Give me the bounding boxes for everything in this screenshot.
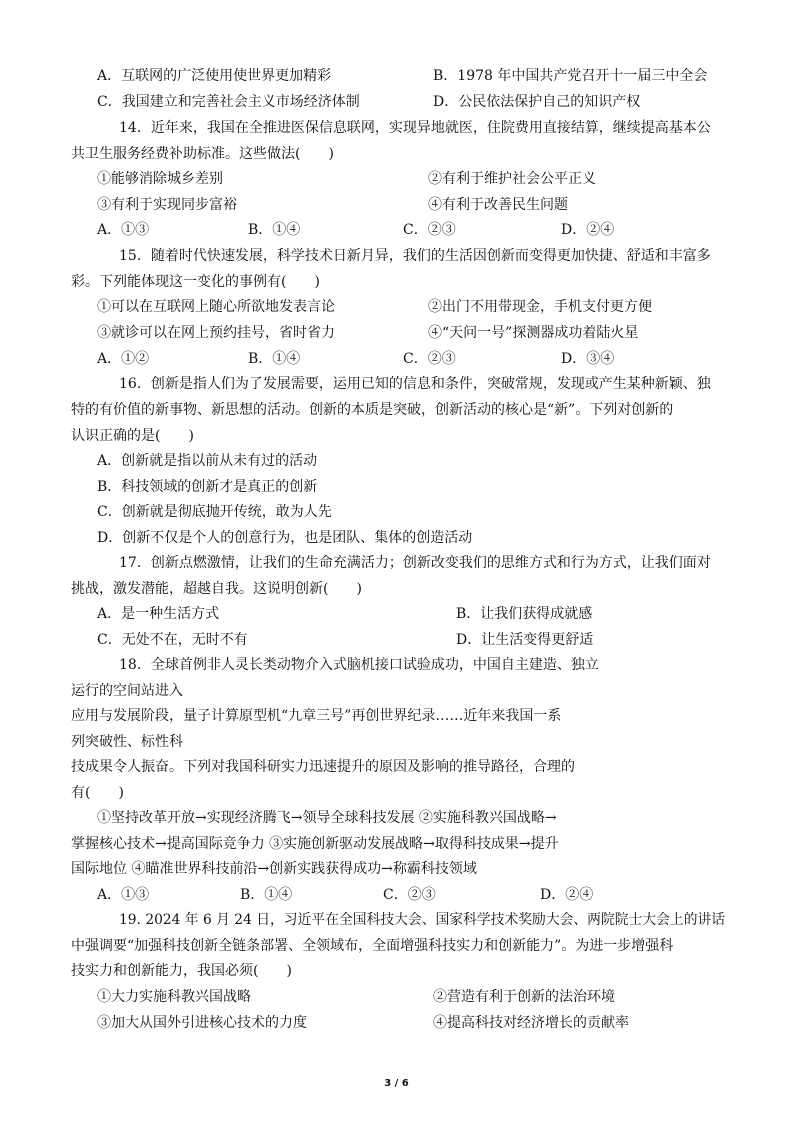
q19-item-1: ①大力实施科教兴国战略 <box>97 989 251 1005</box>
q16-option-d: D．创新不仅是个人的创意行为，也是团队、集体的创造活动 <box>97 530 473 546</box>
q19-item-3: ③加大从国外引进核心技术的力度 <box>97 1015 307 1031</box>
q18-option-c: C．②③ <box>383 887 436 903</box>
q13-option-a: A．互联网的广泛使用使世界更加精彩 <box>97 68 332 84</box>
q16-stem-line-1: 16．创新是指人们为了发展需要，运用已知的信息和条件，突破常规，发现或产生某种新颖、独 <box>119 376 711 392</box>
q19-item-4: ④提高科技对经济增长的贡献率 <box>433 1015 629 1031</box>
q15-option-d: D．③④ <box>561 351 615 367</box>
q19-stem-line-3: 技实力和创新能力，我国必须( ) <box>71 963 292 979</box>
q17-option-b: B．让我们获得成就感 <box>456 606 593 622</box>
q15-item-2: ②出门不用带现金，手机支付更方便 <box>428 299 652 315</box>
q16-option-b: B．科技领域的创新才是真正的创新 <box>97 479 318 495</box>
q17-stem-line-1: 17．创新点燃激情，让我们的生命充满活力；创新改变我们的思维方式和行为方式，让我们面对 <box>119 555 711 571</box>
q14-option-c: C．②③ <box>403 222 456 238</box>
q17-option-d: D．让生活变得更舒适 <box>456 632 594 648</box>
q18-stem-line-6: 有( ) <box>71 785 124 801</box>
q17-option-a: A．是一种生活方式 <box>97 606 220 622</box>
q18-stem-line-5: 技成果令人振奋。下列对我国科研实力迅速提升的原因及影响的推导路径，合理的 <box>71 759 575 775</box>
q14-option-d: D．②④ <box>561 222 615 238</box>
q15-option-a: A．①② <box>97 351 150 367</box>
q15-stem-line-2: 彩。下列能体现这一变化的事例有( ) <box>71 274 320 290</box>
q18-stem-line-3: 应用与发展阶段，量子计算原型机“九章三号”再创世界纪录……近年来我国一系 <box>71 708 562 724</box>
q18-path-line-2: 掌握核心技术→提高国际竞争力 ③实施创新驱动发展战略→取得科技成果→提升 <box>71 836 559 852</box>
q16-stem-line-3: 认识正确的是( ) <box>71 428 194 444</box>
q13-option-b: B．1978 年中国共产党召开十一届三中全会 <box>433 68 708 84</box>
page-number: 3 / 6 <box>384 1078 409 1089</box>
q13-option-d: D．公民依法保护自己的知识产权 <box>433 94 641 110</box>
q18-stem-line-2: 运行的空间站进入 <box>71 683 183 699</box>
q16-stem-line-2: 特的有价值的新事物、新思想的活动。创新的本质是突破，创新活动的核心是“新”。下列对创新的 <box>71 402 674 418</box>
q15-stem-line-1: 15．随着时代快速发展，科学技术日新月异，我们的生活因创新而变得更加快捷、舒适和丰富多 <box>119 248 711 264</box>
q18-option-b: B．①④ <box>240 887 293 903</box>
q19-stem-line-1: 19. 2024 年 6 月 24 日，习近平在全国科技大会、国家科学技术奖励大会、两院院士大会上的讲话 <box>119 912 726 928</box>
q16-option-c: C．创新就是彻底抛开传统，敢为人先 <box>97 504 332 520</box>
q17-option-c: C．无处不在，无时不有 <box>97 632 248 648</box>
q18-option-a: A．①③ <box>97 887 150 903</box>
q15-option-c: C．②③ <box>403 351 456 367</box>
q18-path-line-1: ①坚持改革开放→实现经济腾飞→领导全球科技发展 ②实施科教兴国战略→ <box>97 810 557 826</box>
q14-stem-line-1: 14．近年来，我国在全推进医保信息联网，实现异地就医，住院费用直接结算，继续提高基本公 <box>119 120 711 136</box>
q14-item-2: ②有利于维护社会公平正义 <box>428 171 596 187</box>
q14-item-4: ④有利于改善民生问题 <box>428 197 568 213</box>
q18-stem-line-1: 18．全球首例非人灵长类动物介入式脑机接口试验成功，中国自主建造、独立 <box>119 657 599 673</box>
q14-item-3: ③有利于实现同步富裕 <box>97 197 237 213</box>
q14-item-1: ①能够消除城乡差别 <box>97 171 223 187</box>
q15-item-4: ④“天问一号”探测器成功着陆火星 <box>428 325 639 341</box>
q15-item-3: ③就诊可以在网上预约挂号，省时省力 <box>97 325 335 341</box>
q15-option-b: B．①④ <box>248 351 301 367</box>
q19-item-2: ②营造有利于创新的法治环境 <box>433 989 615 1005</box>
q13-option-c: C．我国建立和完善社会主义市场经济体制 <box>97 94 360 110</box>
q19-stem-line-2: 中强调要“加强科技创新全链条部署、全领域布，全面增强科技实力和创新能力”。为进一步增强科 <box>71 938 674 954</box>
q18-stem-line-4: 列突破性、标性科 <box>71 734 183 750</box>
q14-stem-line-2: 共卫生服务经费补助标准。这些做法( ) <box>71 146 334 162</box>
q18-option-d: D．②④ <box>540 887 594 903</box>
q14-option-b: B．①④ <box>248 222 301 238</box>
q16-option-a: A．创新就是指以前从未有过的活动 <box>97 453 318 469</box>
q18-path-line-3: 国际地位 ④瞄准世界科技前沿→创新实践获得成功→称霸科技领域 <box>71 861 477 877</box>
q17-stem-line-2: 挑战，激发潜能，超越自我。这说明创新( ) <box>71 581 362 597</box>
q14-option-a: A．①③ <box>97 222 150 238</box>
q15-item-1: ①可以在互联网上随心所欲地发表言论 <box>97 299 335 315</box>
